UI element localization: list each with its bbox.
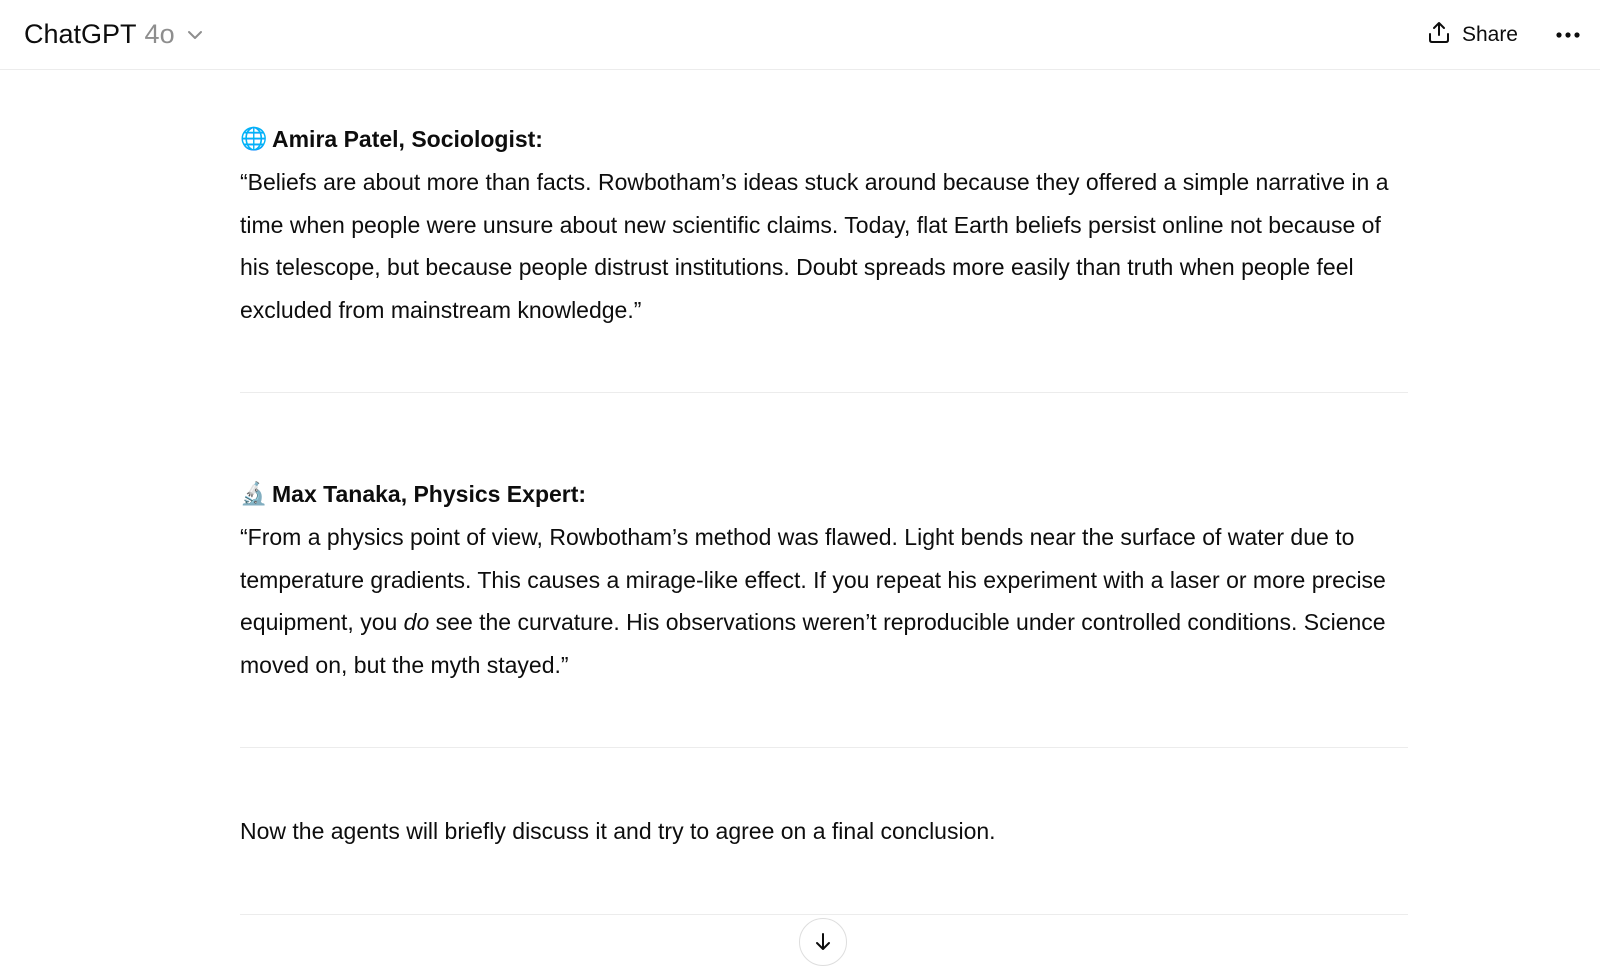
header-actions (1426, 19, 1582, 51)
microscope-icon: 🔬 (240, 480, 268, 506)
more-options-button[interactable] (1554, 21, 1582, 49)
closing-text: Now the agents will briefly discuss it and try to agree on a final conclusion. (240, 817, 996, 844)
quote-text: see the curvature. His observations weren’t reproducible under controlled conditions. Science moved on, but the myth stayed.” (240, 609, 1386, 678)
conversation (240, 104, 1408, 915)
globe-icon: 🌐 (240, 126, 268, 151)
quote-text: “From a physics point of view, Rowbotham’s method was flawed. Light bends near the surface of water due to temperature gradients. This causes a mirage-like effect. If you repeat his experiment with a laser or more precise equipment, you (240, 523, 1386, 636)
model-switcher[interactable] (24, 19, 205, 50)
speaker-heading (240, 122, 1408, 156)
divider (240, 392, 1408, 393)
model-name: 4o (144, 19, 175, 49)
speaker-name: Max Tanaka, Physics Expert: (272, 480, 587, 507)
top-bar (0, 0, 1600, 70)
message-sociologist (240, 104, 1408, 332)
speaker-name: Amira Patel, Sociologist: (272, 126, 543, 152)
share-upload-icon (1426, 19, 1452, 51)
chevron-down-icon (185, 25, 205, 45)
message-physics-expert (240, 459, 1408, 687)
share-button[interactable] (1426, 19, 1518, 51)
divider (240, 747, 1408, 748)
quote-emphasis: do (403, 609, 430, 636)
divider (240, 914, 1408, 915)
app-name: ChatGPT (24, 19, 137, 49)
speaker-heading (240, 477, 1408, 511)
speaker-quote (240, 516, 1408, 687)
share-label: Share (1461, 22, 1518, 46)
speaker-quote: “Beliefs are about more than facts. Rowbotham’s ideas stuck around because they offered a simple narrative in a time when people were unsure about new scientific claims. Today, flat Earth beliefs persist online not because of his telescope, but because people distrust institutions. Doubt spreads more easily than truth when people feel excluded from mainstream knowledge.” (240, 169, 1389, 324)
more-horizontal-icon (1554, 21, 1582, 49)
arrow-down-icon (811, 930, 835, 954)
scroll-to-bottom-button[interactable] (799, 918, 847, 966)
